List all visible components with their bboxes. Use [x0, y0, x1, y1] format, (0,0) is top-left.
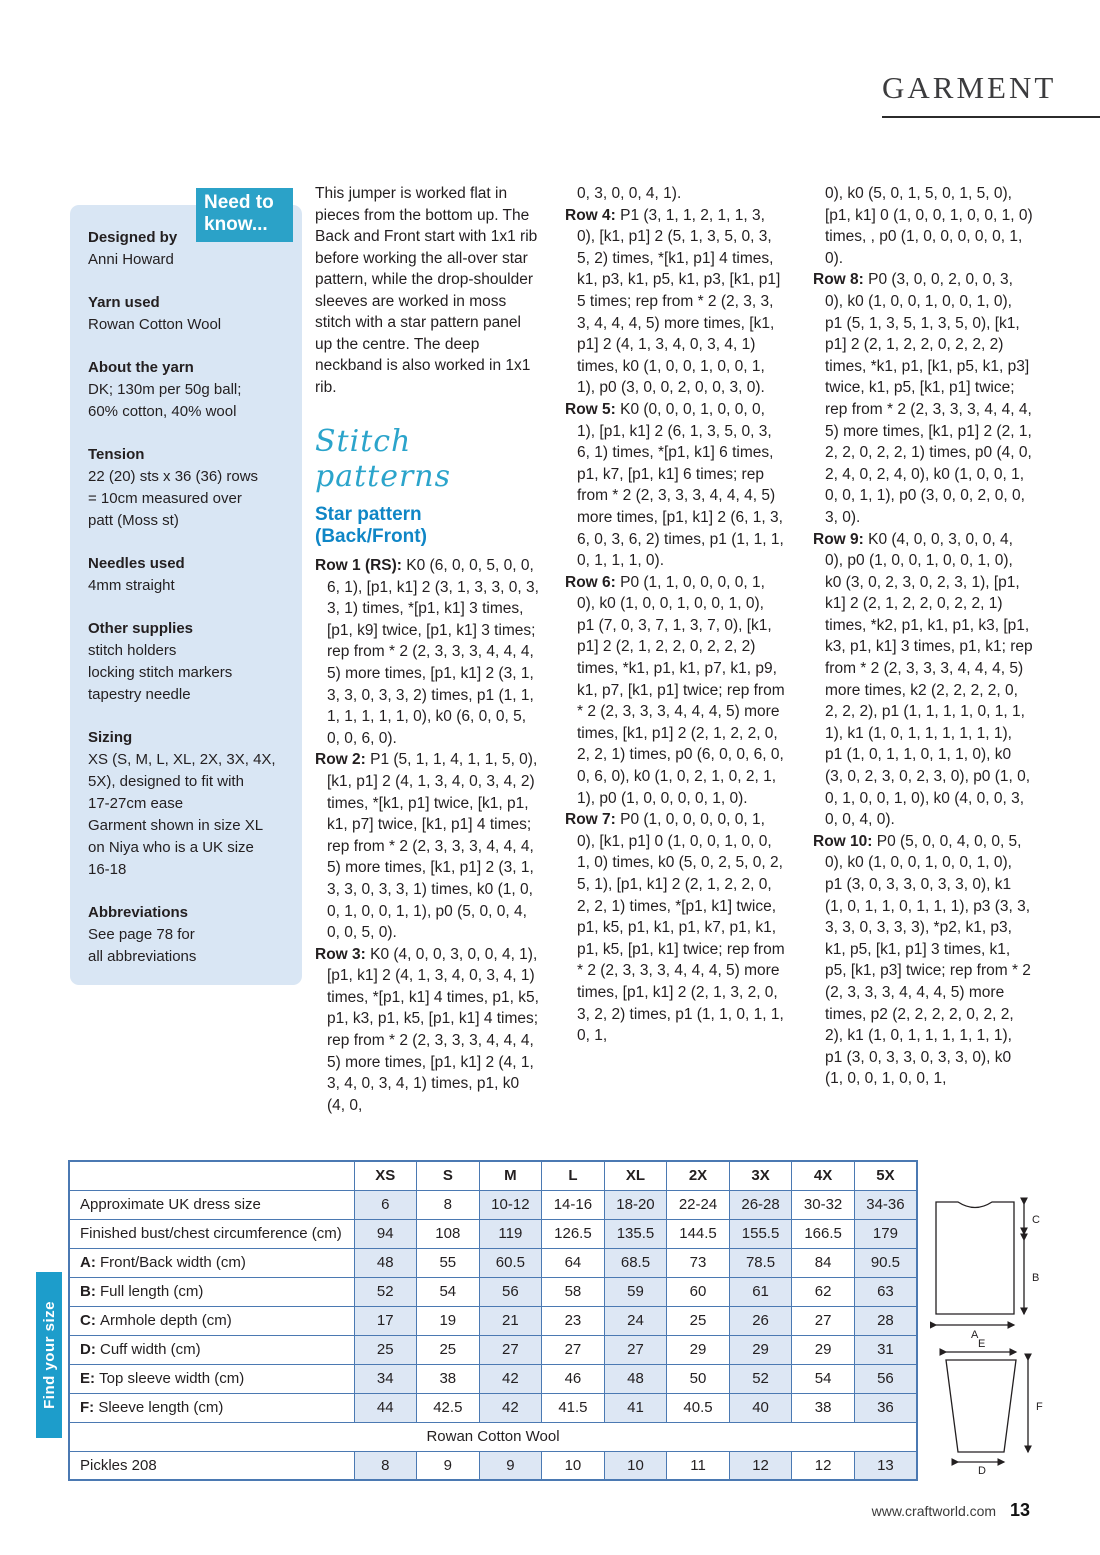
need-to-know-tag: Need to know...	[196, 188, 293, 242]
info-section-line: all abbreviations	[88, 948, 197, 965]
info-section-line: See page 78 for	[88, 926, 195, 943]
yarn-amount-value: 9	[417, 1451, 480, 1480]
info-section	[88, 553, 288, 597]
measurement-value: 64	[542, 1248, 605, 1277]
measurement-value: 108	[417, 1219, 480, 1248]
measurement-value: 25	[667, 1306, 730, 1335]
page-header-title: GARMENT	[882, 70, 1057, 105]
info-section-heading: Needles used	[88, 555, 185, 572]
pattern-paragraph: Row 7: P0 (1, 0, 0, 0, 0, 0, 1, 0), [k1, p1] 0 (1, 0, 0, 1, 0, 0, 1, 0) times, k0 (5, 0, 2, 5, 0, 2, 5, 1), [p1, k1] 2 (2, 1, 2, 2, 0, 2, 2, 1) times, *[p1, k1] twice, p1, k5, p1, k1, p1, k7, p1, k1, p1, k5, [p1, k1] twice; rep from * 2 (2, 3, 3, 3, 4, 4, 4, 5) more times, [p1, k1] 2 (2, 1, 3, 2, 0, 3, 2, 2) times, p1 (1, 1, 0, 1, 1, 0, 1,	[565, 811, 785, 1045]
measurement-value: 10-12	[479, 1190, 542, 1219]
measurement-value: 27	[542, 1335, 605, 1364]
info-sections	[88, 227, 288, 968]
measurement-value: 42	[479, 1393, 542, 1422]
info-section-heading: Other supplies	[88, 620, 194, 637]
page-number: 13	[1009, 1500, 1030, 1520]
measurement-value: 126.5	[542, 1219, 605, 1248]
info-section	[88, 902, 288, 968]
measurement-value: 29	[729, 1335, 792, 1364]
yarn-amount-value: 13	[854, 1451, 917, 1480]
measurement-value: 38	[417, 1364, 480, 1393]
measurement-value: 68.5	[604, 1248, 667, 1277]
pattern-paragraphs-col1	[315, 555, 539, 1116]
measurement-label: B: Full length (cm)	[69, 1277, 354, 1306]
info-section	[88, 618, 288, 706]
measurement-value: 50	[667, 1364, 730, 1393]
row-label: Row 4:	[565, 206, 621, 224]
size-table-header-row	[69, 1161, 917, 1190]
size-table-row	[69, 1393, 917, 1422]
measurement-value: 36	[854, 1393, 917, 1422]
measurement-value: 24	[604, 1306, 667, 1335]
measurement-letter: A:	[80, 1254, 100, 1271]
body-schematic-diagram	[930, 1188, 1085, 1340]
row-label: Row 5:	[565, 400, 621, 418]
measurement-label: E: Top sleeve width (cm)	[69, 1364, 354, 1393]
measurement-letter: C:	[80, 1312, 100, 1329]
measurement-value: 23	[542, 1306, 605, 1335]
size-table-row	[69, 1190, 917, 1219]
measurement-label: C: Armhole depth (cm)	[69, 1306, 354, 1335]
info-section-line: Rowan Cotton Wool	[88, 316, 222, 333]
info-section	[88, 727, 288, 881]
measurement-value: 27	[604, 1335, 667, 1364]
find-your-size-tab	[36, 1272, 62, 1438]
measurement-value: 56	[854, 1364, 917, 1393]
measurement-value: 41.5	[542, 1393, 605, 1422]
yarn-title-cell: Rowan Cotton Wool	[69, 1422, 917, 1451]
measurement-value: 78.5	[729, 1248, 792, 1277]
yarn-amount-value: 10	[542, 1451, 605, 1480]
measurement-value: 34-36	[854, 1190, 917, 1219]
measurement-value: 155.5	[729, 1219, 792, 1248]
yarn-amount-value: 10	[604, 1451, 667, 1480]
measurement-label: D: Cuff width (cm)	[69, 1335, 354, 1364]
measurement-value: 8	[417, 1190, 480, 1219]
info-section	[88, 444, 288, 532]
measurement-value: 179	[854, 1219, 917, 1248]
pattern-paragraph: Row 5: K0 (0, 0, 0, 1, 0, 0, 0, 1), [p1, k1] 2 (6, 1, 3, 5, 0, 3, 6, 1) times, *[p1, k1] 6 times, p1, k7, [p1, k1] 6 times; rep from * 2 (2, 3, 3, 3, 4, 4, 4, 5) more times, [p1, k1] 2 (6, 1, 3, 6, 0, 3, 6, 2) times, p1 (1, 1, 1, 0, 1, 1, 1, 0).	[565, 400, 784, 570]
size-table-row	[69, 1219, 917, 1248]
stitch-patterns-heading: Stitch patterns	[315, 424, 452, 494]
measurement-value: 46	[542, 1364, 605, 1393]
pattern-paragraph: Row 6: P0 (1, 1, 0, 0, 0, 0, 1, 0), k0 (1, 0, 0, 1, 0, 0, 1, 0), p1 (7, 0, 3, 7, 1, 3, 7, 0), [k1, p1] 2 (2, 1, 2, 2, 0, 2, 2, 2) times, *k1, p1, k1, p7, k1, p9, k1, p7, [k1, p1] twice; rep from * 2 (2, 3, 3, 3, 4, 4, 4, 5) more times, [k1, p1] 2 (2, 1, 2, 2, 0, 2, 2, 1) times, p0 (6, 0, 0, 6, 0, 0, 6, 0), k0 (1, 0, 2, 1, 0, 2, 1, 1), p0 (1, 0, 0, 0, 0, 1, 0).	[565, 573, 785, 807]
info-section-line: 5X), designed to fit with	[88, 773, 244, 790]
info-section-line: locking stitch markers	[88, 664, 233, 681]
measurement-value: 40	[729, 1393, 792, 1422]
measurement-value: 6	[354, 1190, 417, 1219]
armhole-depth-label: C	[1032, 1214, 1040, 1226]
measurement-value: 26-28	[729, 1190, 792, 1219]
measurement-value: 60	[667, 1277, 730, 1306]
info-section-line: on Niya who is a UK size	[88, 839, 254, 856]
info-section-line: 17-27cm ease	[88, 795, 184, 812]
pattern-paragraph: Row 3: K0 (4, 0, 0, 3, 0, 0, 4, 1), [p1, k1] 2 (4, 1, 3, 4, 0, 3, 4, 1) times, *[p1, k1] 4 times, p1, k5, p1, k3, p1, k5, [p1, k1] 4 times; rep from * 2 (2, 3, 3, 3, 4, 4, 4, 5) more times, [p1, k1] 2 (4, 1, 3, 4, 0, 3, 4, 1) times, p1, k0 (4, 0,	[315, 945, 539, 1114]
measurement-value: 58	[542, 1277, 605, 1306]
pattern-paragraph: Row 8: P0 (3, 0, 0, 2, 0, 0, 3, 0), k0 (1, 0, 0, 1, 0, 0, 1, 0), p1 (5, 1, 3, 5, 1, 3, 5, 0), [k1, p1] 2 (2, 1, 2, 2, 0, 2, 2, 2) times, *k1, p1, [k1, p5, k1, p3] twice, k1, p5, [k1, p1] twice; rep from * 2 (2, 3, 3, 3, 4, 4, 4, 5) more times, [k1, p1] 2 (2, 1, 2, 2, 0, 2, 2, 1) times, p0 (4, 0, 2, 4, 0, 2, 4, 0), k0 (1, 0, 0, 1, 0, 0, 1, 1), p0 (3, 0, 0, 2, 0, 0, 3, 0).	[813, 271, 1032, 526]
measurement-value: 42	[479, 1364, 542, 1393]
pattern-paragraph: Row 4: P1 (3, 1, 1, 2, 1, 1, 3, 0), [k1, p1] 2 (5, 1, 3, 5, 0, 3, 5, 2) times, *[k1, p1] 4 times, k1, p3, k1, p5, k1, p3, [k1, p1] 5 times; rep from * 2 (2, 3, 3, 3, 4, 4, 4, 5) more times, [k1, p1] 2 (4, 1, 3, 4, 0, 3, 4, 1) times, k0 (1, 0, 0, 1, 0, 0, 1, 1), p0 (3, 0, 0, 2, 0, 0, 3, 0).	[565, 206, 781, 397]
measurement-label: Approximate UK dress size	[69, 1190, 354, 1219]
row-label: Row 9:	[813, 530, 869, 548]
sleeve-outline	[946, 1360, 1016, 1452]
cuff-width-label: D	[978, 1465, 986, 1476]
size-column-header: 5X	[854, 1161, 917, 1190]
measurement-value: 14-16	[542, 1190, 605, 1219]
info-section-line: XS (S, M, L, XL, 2X, 3X, 4X,	[88, 751, 276, 768]
row-label: Row 7:	[565, 811, 621, 829]
measurement-label: A: Front/Back width (cm)	[69, 1248, 354, 1277]
measurement-value: 29	[792, 1335, 855, 1364]
measurement-value: 62	[792, 1277, 855, 1306]
measurement-value: 42.5	[417, 1393, 480, 1422]
measurement-value: 26	[729, 1306, 792, 1335]
full-length-label: B	[1032, 1272, 1040, 1284]
yarn-amount-row	[69, 1451, 917, 1480]
measurement-value: 90.5	[854, 1248, 917, 1277]
info-section-line: tapestry needle	[88, 686, 191, 703]
yarn-amount-value: 12	[792, 1451, 855, 1480]
info-section-heading: Yarn used	[88, 294, 160, 311]
size-table-corner-cell	[69, 1161, 354, 1190]
measurement-value: 135.5	[604, 1219, 667, 1248]
measurement-label: Finished bust/chest circumference (cm)	[69, 1219, 354, 1248]
measurement-value: 94	[354, 1219, 417, 1248]
yarn-amount-value: 11	[667, 1451, 730, 1480]
pattern-column-1	[315, 183, 539, 1116]
pattern-paragraphs-col2	[565, 183, 785, 1047]
yarn-amount-value: 8	[354, 1451, 417, 1480]
info-section	[88, 292, 288, 336]
info-section-heading: Sizing	[88, 729, 133, 746]
info-section-line: 22 (20) sts x 36 (36) rows	[88, 468, 259, 485]
info-section-line: DK; 130m per 50g ball;	[88, 381, 242, 398]
yarn-amount-value: 9	[479, 1451, 542, 1480]
measurement-value: 41	[604, 1393, 667, 1422]
info-section-line: 16-18	[88, 861, 127, 878]
row-label: Row 10:	[813, 832, 877, 850]
row-label: Row 3:	[315, 945, 371, 963]
measurement-value: 21	[479, 1306, 542, 1335]
measurement-value: 34	[354, 1364, 417, 1393]
pattern-paragraph: 0), k0 (5, 0, 1, 5, 0, 1, 5, 0), [p1, k1] 0 (1, 0, 0, 1, 0, 0, 1, 0) times, , p0 (1, 0, 0, 0, 0, 0, 1, 0).	[825, 185, 1033, 267]
row-label: Row 8:	[813, 271, 869, 289]
measurement-value: 22-24	[667, 1190, 730, 1219]
info-section-line: patt (Moss st)	[88, 512, 179, 529]
intro-paragraph: This jumper is worked flat in pieces from the bottom up. The Back and Front start with 1x1 rib before working the all-over star pattern, while the drop-shoulder sleeves are worked in moss stitch with a star pattern panel up the centre. The deep neckband is also worked in 1x1 rib.	[315, 185, 538, 396]
pattern-column-3	[813, 183, 1033, 1090]
yarn-shade-label: Pickles 208	[69, 1451, 354, 1480]
info-section-line: 4mm straight	[88, 577, 175, 594]
measurement-value: 48	[354, 1248, 417, 1277]
pattern-paragraphs-col3	[813, 183, 1033, 1090]
measurement-value: 17	[354, 1306, 417, 1335]
measurement-value: 27	[479, 1335, 542, 1364]
measurement-value: 52	[354, 1277, 417, 1306]
page-footer	[872, 1500, 1030, 1521]
measurement-letter: F:	[80, 1399, 99, 1416]
size-column-header: S	[417, 1161, 480, 1190]
info-section-line: 60% cotton, 40% wool	[88, 403, 237, 420]
measurement-value: 119	[479, 1219, 542, 1248]
yarn-title-row	[69, 1422, 917, 1451]
measurement-letter: D:	[80, 1341, 100, 1358]
row-label: Row 1 (RS):	[315, 557, 407, 574]
size-column-header: XL	[604, 1161, 667, 1190]
info-section-heading: Abbreviations	[88, 904, 189, 921]
measurement-value: 25	[354, 1335, 417, 1364]
row-label: Row 6:	[565, 573, 621, 591]
info-section-line: = 10cm measured over	[88, 490, 242, 507]
info-section-line: Anni Howard	[88, 251, 174, 268]
pattern-paragraph: Row 1 (RS): K0 (6, 0, 0, 5, 0, 0, 6, 1), [p1, k1] 2 (3, 1, 3, 3, 0, 3, 3, 1) times, *[p1, k1] 3 times, [p1, k9] twice, [p1, k1] 3 times; rep from * 2 (2, 3, 3, 3, 4, 4, 4, 5) more times, [p1, k1] 2 (3, 1, 3, 3, 0, 3, 3, 2) times, p1 (1, 1, 1, 1, 1, 1, 1, 0), k0 (6, 0, 0, 5, 0, 0, 6, 0).	[315, 557, 539, 747]
star-pattern-heading-line1: Star pattern	[315, 504, 422, 525]
measurement-value: 54	[792, 1364, 855, 1393]
measurement-value: 60.5	[479, 1248, 542, 1277]
measurement-value: 19	[417, 1306, 480, 1335]
measurement-value: 18-20	[604, 1190, 667, 1219]
measurement-value: 56	[479, 1277, 542, 1306]
measurement-letter: E:	[80, 1370, 100, 1387]
size-table-row	[69, 1248, 917, 1277]
size-column-header: L	[542, 1161, 605, 1190]
need-to-know-box	[70, 205, 302, 985]
info-section	[88, 357, 288, 423]
measurement-value: 25	[417, 1335, 480, 1364]
sleeve-length-label: F	[1036, 1401, 1043, 1413]
measurement-value: 29	[667, 1335, 730, 1364]
measurement-value: 59	[604, 1277, 667, 1306]
row-label: Row 2:	[315, 751, 371, 769]
size-table-row	[69, 1364, 917, 1393]
body-outline	[936, 1202, 1014, 1314]
measurement-value: 73	[667, 1248, 730, 1277]
measurement-value: 55	[417, 1248, 480, 1277]
measurement-value: 166.5	[792, 1219, 855, 1248]
measurement-value: 54	[417, 1277, 480, 1306]
sleeve-schematic-diagram	[936, 1338, 1086, 1476]
measurement-value: 31	[854, 1335, 917, 1364]
measurement-letter: B:	[80, 1283, 100, 1300]
find-your-size-label: Find your size	[40, 1301, 58, 1409]
pattern-paragraph: Row 2: P1 (5, 1, 1, 4, 1, 1, 5, 0), [k1, p1] 2 (4, 1, 3, 4, 0, 3, 4, 2) times, *[k1, p1] twice, [k1, p1, k1, p7] twice, [k1, p1] 4 times; rep from * 2 (2, 3, 3, 3, 4, 4, 4, 5) more times, [k1, p1] 2 (3, 1, 3, 3, 0, 3, 3, 1) times, k0 (1, 0, 0, 1, 0, 0, 1, 1), p0 (5, 0, 0, 4, 0, 0, 5, 0).	[315, 751, 538, 942]
measurement-value: 52	[729, 1364, 792, 1393]
measurement-value: 28	[854, 1306, 917, 1335]
yarn-amount-value: 12	[729, 1451, 792, 1480]
size-column-header: 4X	[792, 1161, 855, 1190]
top-sleeve-width-label: E	[978, 1338, 986, 1350]
size-column-header: 2X	[667, 1161, 730, 1190]
footer-url: www.craftworld.com	[871, 1503, 997, 1519]
pattern-paragraph: 0, 3, 0, 0, 4, 1).	[577, 185, 682, 202]
pattern-paragraph: Row 10: P0 (5, 0, 0, 4, 0, 0, 5, 0), k0 (1, 0, 0, 1, 0, 0, 1, 0), p1 (3, 0, 3, 3, 0, 3, 3, 0), k1 (1, 0, 1, 1, 0, 1, 1, 1), p3 (3, 3, 3, 3, 0, 3, 3, 3), *p2, k1, p3, k1, p5, [k1, p1] 3 times, k1, p5, [k1, p3] twice; rep from * 2 (2, 3, 3, 3, 4, 4, 4, 5) more times, p2 (2, 2, 2, 2, 0, 2, 2, 2), k1 (1, 0, 1, 1, 1, 1, 1, 1), p1 (3, 0, 3, 3, 0, 3, 3, 0), k0 (1, 0, 0, 1, 0, 0, 1,	[813, 832, 1031, 1088]
pattern-paragraph: Row 9: K0 (4, 0, 0, 3, 0, 0, 4, 0), p0 (1, 0, 0, 1, 0, 0, 1, 0), k0 (3, 0, 2, 3, 0, 2, 3, 1), [p1, k1] 2 (2, 1, 2, 2, 0, 2, 2, 1) times, *k2, p1, k1, p1, k3, [p1, k3, p1, k1] 3 times, p1, k1; rep from * 2 (2, 3, 3, 3, 4, 4, 4, 5) more times, k2 (2, 2, 2, 2, 0, 2, 2, 2), p1 (1, 1, 1, 1, 0, 1, 1, 1), k1 (1, 0, 1, 1, 1, 1, 1, 1), p1 (1, 0, 1, 1, 0, 1, 1, 0), k0 (3, 0, 2, 3, 0, 2, 3, 0), p0 (1, 0, 0, 1, 0, 0, 1, 0), k0 (4, 0, 0, 3, 0, 0, 4, 0).	[813, 530, 1033, 829]
size-table	[68, 1160, 918, 1481]
measurement-value: 40.5	[667, 1393, 730, 1422]
size-table-row	[69, 1306, 917, 1335]
measurement-value: 144.5	[667, 1219, 730, 1248]
page-header	[882, 70, 1100, 118]
measurement-label: F: Sleeve length (cm)	[69, 1393, 354, 1422]
size-table-row	[69, 1277, 917, 1306]
measurement-value: 30-32	[792, 1190, 855, 1219]
pattern-column-2	[565, 183, 785, 1047]
size-column-header: XS	[354, 1161, 417, 1190]
info-section-heading: Tension	[88, 446, 145, 463]
info-section-heading: About the yarn	[88, 359, 194, 376]
measurement-value: 63	[854, 1277, 917, 1306]
measurement-value: 84	[792, 1248, 855, 1277]
info-section-line: Garment shown in size XL	[88, 817, 264, 834]
info-section-heading: Designed by	[88, 229, 178, 246]
measurement-value: 27	[792, 1306, 855, 1335]
measurement-value: 44	[354, 1393, 417, 1422]
size-table-row	[69, 1335, 917, 1364]
star-pattern-heading-line2: (Back/Front)	[315, 526, 427, 547]
body-width-label: A	[971, 1329, 979, 1340]
measurement-value: 48	[604, 1364, 667, 1393]
measurement-value: 38	[792, 1393, 855, 1422]
info-section-line: stitch holders	[88, 642, 177, 659]
size-column-header: M	[479, 1161, 542, 1190]
size-column-header: 3X	[729, 1161, 792, 1190]
measurement-value: 61	[729, 1277, 792, 1306]
